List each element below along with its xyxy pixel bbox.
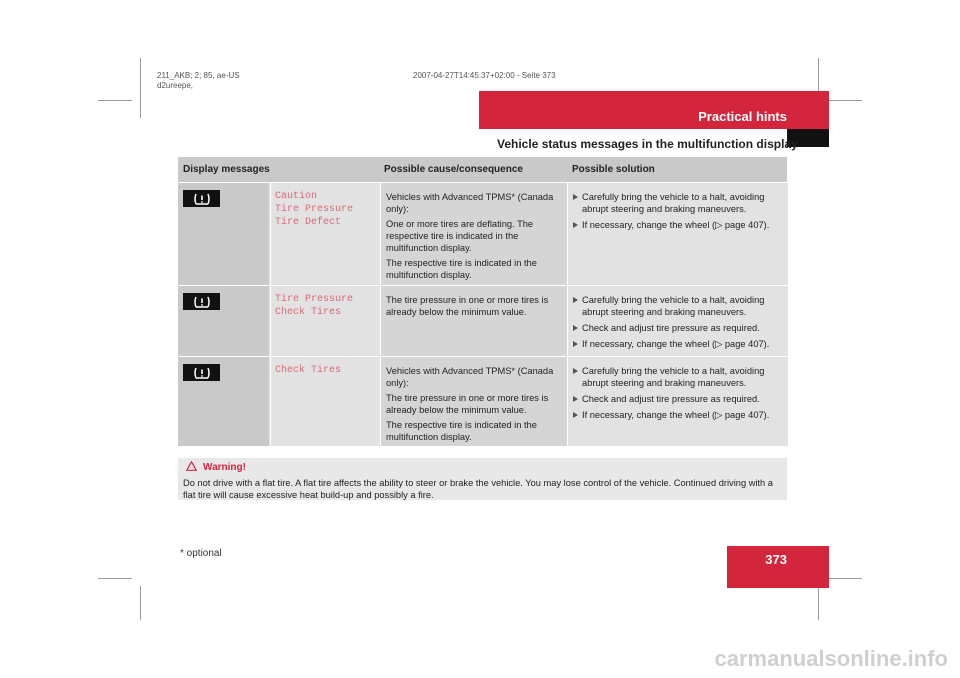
table-header	[178, 157, 787, 182]
display-message: Check Tires	[275, 365, 342, 376]
warning-text: Do not drive with a flat tire. A flat tire affects the ability to steer or brake the vehicle. You may lose control of the vehicle. Continued driving with a flat tire will cause excessive heat build-up and possibly a fire.	[183, 478, 773, 500]
warning-triangle-icon	[186, 461, 197, 475]
display-message: Tire Pressure Check Tires	[275, 294, 354, 318]
cause-text: Vehicles with Advanced TPMS* (Canada only):	[386, 192, 554, 214]
print-meta	[157, 71, 240, 91]
cause-text: The tire pressure in one or more tires is already below the minimum value.	[386, 295, 549, 317]
tire-pressure-warning-icon	[183, 293, 220, 310]
solution-step: Check and adjust tire pressure as required.	[572, 322, 782, 334]
watermark: carmanualsonline.info	[714, 646, 948, 671]
cause-text: Vehicles with Advanced TPMS* (Canada only):	[386, 366, 554, 388]
solution-step: Carefully bring the vehicle to a halt, avoiding abrupt steering and braking maneuvers.	[572, 294, 782, 318]
cause-text: The tire pressure in one or more tires is already below the minimum value.	[386, 393, 549, 415]
solution-step: Check and adjust tire pressure as required.	[572, 393, 782, 405]
solution-step: If necessary, change the wheel (▷ page 407).	[572, 338, 782, 350]
print-meta-line1: 211_AKB; 2; 85, ae-US	[157, 71, 240, 80]
solution-step: Carefully bring the vehicle to a halt, avoiding abrupt steering and braking maneuvers.	[572, 365, 782, 389]
messages-table	[178, 157, 787, 446]
display-message: Caution Tire Pressure Tire Defect	[275, 191, 354, 228]
solution-step: If necessary, change the wheel (▷ page 407).	[572, 409, 782, 421]
page-number-box	[727, 546, 829, 588]
section-title: Practical hints	[698, 109, 787, 124]
crop-mark	[818, 586, 819, 620]
cause-text: One or more tires are deflating. The respective tire is indicated in the multifunction display.	[386, 219, 534, 253]
warning-title-text: Warning!	[203, 462, 246, 473]
print-meta-line2: d2ureepe,	[157, 81, 194, 90]
crop-mark	[828, 578, 862, 579]
footnote: * optional	[180, 548, 222, 559]
cause-text: The respective tire is indicated in the multifunction display.	[386, 420, 537, 442]
print-timestamp: 2007-04-27T14:45:37+02:00 - Seite 373	[413, 71, 556, 80]
cause-text: The respective tire is indicated in the multifunction display.	[386, 258, 537, 280]
crop-mark	[98, 578, 132, 579]
warning-box	[178, 458, 787, 500]
crop-mark	[828, 100, 862, 101]
table-row	[178, 356, 787, 446]
tire-pressure-warning-icon	[183, 190, 220, 207]
warning-title	[186, 461, 246, 475]
solution-step: Carefully bring the vehicle to a halt, avoiding abrupt steering and braking maneuvers.	[572, 191, 782, 215]
crop-mark	[98, 100, 132, 101]
section-header	[479, 91, 829, 129]
column-header-solution: Possible solution	[572, 164, 655, 175]
table-row	[178, 182, 787, 285]
page-number: 373	[765, 552, 787, 567]
page-subtitle: Vehicle status messages in the multifunction display	[497, 137, 798, 151]
tire-pressure-warning-icon	[183, 364, 220, 381]
column-header-cause: Possible cause/consequence	[384, 164, 523, 175]
solution-step: If necessary, change the wheel (▷ page 407).	[572, 219, 782, 231]
crop-mark	[140, 586, 141, 620]
column-header-display-messages: Display messages	[183, 164, 270, 175]
crop-mark	[140, 58, 141, 118]
table-row	[178, 285, 787, 356]
